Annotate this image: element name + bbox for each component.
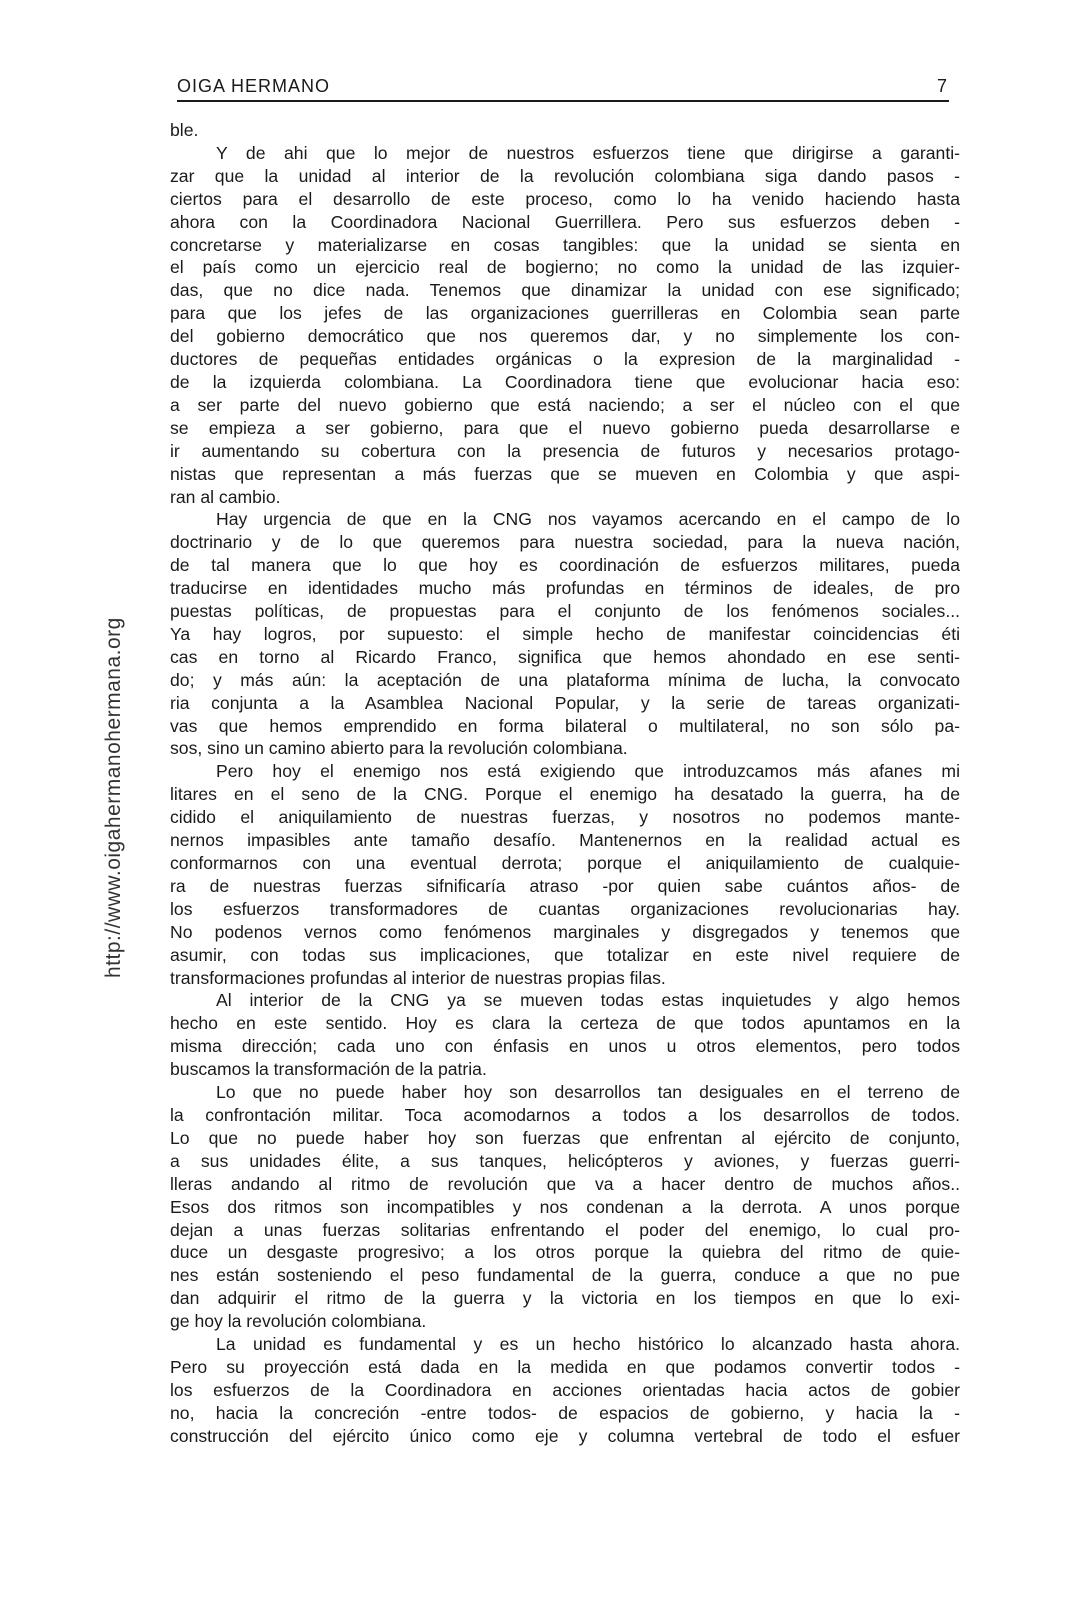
text-line: das, que no dice nada. Tenemos que dinamizar la unidad con ese significado; — [170, 280, 960, 301]
text-line: buscamos la transformación de la patria. — [170, 1059, 487, 1080]
text-line: duce un desgaste progresivo; a los otros porque la quiebra del ritmo de quie- — [170, 1242, 960, 1263]
text-line: del gobierno democrático que nos queremos dar, y no simplemente los con- — [170, 326, 960, 347]
text-line: ahora con la Coordinadora Nacional Guerrillera. Pero sus esfuerzos deben - — [170, 211, 960, 232]
text-line: ge hoy la revolución colombiana. — [170, 1311, 427, 1332]
text-line: vas que hemos emprendido en forma bilateral o multilateral, no son sólo pa- — [170, 715, 960, 736]
text-line: Lo que no puede haber hoy son fuerzas que enfrentan al ejército de conjunto, — [170, 1127, 960, 1148]
text-line: Lo que no puede haber hoy son desarrollos tan desiguales en el terreno de — [216, 1082, 960, 1103]
text-line: a ser parte del nuevo gobierno que está naciendo; a ser el núcleo con el que — [170, 394, 960, 415]
text-line: doctrinario y de lo que queremos para nuestra sociedad, para la nueva nación, — [170, 532, 960, 553]
text-line: construcción del ejército único como eje y columna vertebral de todo el esfuer — [170, 1425, 960, 1446]
text-line: los esfuerzos transformadores de cuantas organizaciones revolucionarias hay. — [170, 898, 960, 919]
text-line: Pero su proyección está dada en la medida en que podamos convertir todos - — [170, 1356, 960, 1377]
paragraph — [170, 508, 960, 760]
text-line: cas en torno al Ricardo Franco, significa que hemos ahondado en ese senti- — [170, 646, 960, 667]
text-line: ran al cambio. — [170, 486, 281, 507]
text-line: No podenos vernos como fenómenos marginales y disgregados y tenemos que — [170, 921, 960, 942]
text-line: nistas que representan a más fuerzas que se mueven en Colombia y que aspi- — [170, 463, 960, 484]
text-line: no, hacia la concreción -entre todos- de espacios de gobierno, y hacia la - — [170, 1402, 960, 1423]
text-line: a sus unidades élite, a sus tanques, helicópteros y aviones, y fuerzas guerri- — [170, 1150, 960, 1171]
text-line: puestas políticas, de propuestas para el conjunto de los fenómenos sociales... — [170, 601, 960, 622]
text-line: Pero hoy el enemigo nos está exigiendo que introduzcamos más afanes mi — [216, 761, 960, 782]
text-line: do; y más aún: la aceptación de una plataforma mínima de lucha, la convocato — [170, 669, 960, 690]
text-line: la confrontación militar. Toca acomodarnos a todos a los desarrollos de todos. — [170, 1104, 960, 1125]
paragraph — [170, 119, 960, 142]
paragraph — [170, 1333, 960, 1448]
text-line: misma dirección; cada uno con énfasis en unos u otros elementos, pero todos — [170, 1036, 960, 1057]
page-header — [177, 74, 949, 102]
page-number: 7 — [936, 76, 947, 96]
text-line: La unidad es fundamental y es un hecho histórico lo alcanzado hasta ahora. — [216, 1334, 960, 1355]
text-line: ra de nuestras fuerzas sifnificaría atraso -por quien sabe cuántos años- de — [170, 875, 960, 896]
text-line: dejan a unas fuerzas solitarias enfrentando el poder del enemigo, lo cual pro- — [170, 1219, 960, 1240]
text-line: ria conjunta a la Asamblea Nacional Popular, y la serie de tareas organizati- — [170, 692, 960, 713]
text-line: nes están sosteniendo el peso fundamental de la guerra, conduce a que no pue — [170, 1265, 960, 1286]
text-line: para que los jefes de las organizaciones guerrilleras en Colombia sean parte — [170, 303, 960, 324]
text-line: transformaciones profundas al interior de nuestras propias filas. — [170, 967, 666, 988]
text-line: Al interior de la CNG ya se mueven todas estas inquietudes y algo hemos — [216, 990, 960, 1011]
text-line: hecho en este sentido. Hoy es clara la certeza de que todos apuntamos en la — [170, 1013, 960, 1034]
text-line: concretarse y materializarse en cosas tangibles: que la unidad se sienta en — [170, 234, 960, 255]
text-line: asumir, con todas sus implicaciones, que totalizar en este nivel requiere de — [170, 944, 960, 965]
text-line: ble. — [170, 120, 199, 140]
paragraph — [170, 760, 960, 989]
watermark-url: http://www.oigahermanohermana.org — [102, 617, 125, 978]
text-line: el país como un ejercicio real de bogierno; no como la unidad de las izquier- — [170, 257, 960, 278]
paragraph — [170, 142, 960, 509]
text-line: sos, sino un camino abierto para la revolución colombiana. — [170, 738, 628, 759]
text-line: Esos dos ritmos son incompatibles y nos condenan a la derrota. A unos porque — [170, 1196, 960, 1217]
paragraph — [170, 989, 960, 1081]
text-line: los esfuerzos de la Coordinadora en acciones orientadas hacia actos de gobier — [170, 1379, 960, 1400]
text-line: zar que la unidad al interior de la revolución colombiana siga dando pasos - — [170, 165, 960, 186]
text-line: traducirse en identidades mucho más profundas en términos de ideales, de pro — [170, 578, 960, 599]
text-line: Y de ahi que lo mejor de nuestros esfuerzos tiene que dirigirse a garanti- — [216, 142, 960, 163]
document-body — [170, 119, 960, 1448]
text-line: Ya hay logros, por supuesto: el simple hecho de manifestar coincidencias éti — [170, 623, 960, 644]
text-line: ciertos para el desarrollo de este proceso, como lo ha venido haciendo hasta — [170, 188, 960, 209]
paragraph — [170, 1081, 960, 1333]
text-line: de tal manera que lo que hoy es coordinación de esfuerzos militares, pueda — [170, 555, 960, 576]
text-line: lleras andando al ritmo de revolución que va a hacer dentro de muchos años.. — [170, 1173, 960, 1194]
text-line: de la izquierda colombiana. La Coordinadora tiene que evolucionar hacia eso: — [170, 371, 960, 392]
text-line: dan adquirir el ritmo de la guerra y la victoria en los tiempos en que lo exi- — [170, 1288, 960, 1309]
running-title: OIGA HERMANO — [177, 76, 331, 96]
text-line: nernos impasibles ante tamaño desafío. Mantenernos en la realidad actual es — [170, 830, 960, 851]
text-line: ir aumentando su cobertura con la presencia de futuros y necesarios protago- — [170, 440, 960, 461]
text-line: litares en el seno de la CNG. Porque el enemigo ha desatado la guerra, ha de — [170, 784, 960, 805]
text-line: se empieza a ser gobierno, para que el nuevo gobierno pueda desarrollarse e — [170, 417, 960, 438]
text-line: conformarnos con una eventual derrota; porque el aniquilamiento de cualquie- — [170, 853, 960, 873]
text-line: Hay urgencia de que en la CNG nos vayamos acercando en el campo de lo — [216, 509, 960, 530]
text-line: ductores de pequeñas entidades orgánicas o la expresion de la marginalidad - — [170, 349, 960, 370]
text-line: cidido el aniquilamiento de nuestras fuerzas, y nosotros no podemos mante- — [170, 807, 960, 828]
